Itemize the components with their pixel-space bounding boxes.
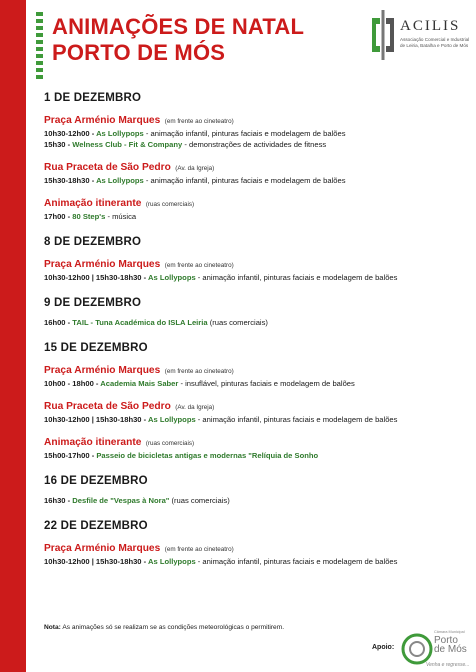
footer-note [44, 624, 284, 631]
event-performer: Welness Club - Fit & Company [72, 140, 183, 149]
event-time: 10h30-12h00 | 15h30-18h30 - [44, 557, 148, 566]
event-performer: As Lollypops [148, 415, 196, 424]
day-heading: 9 DE DEZEMBRO [44, 297, 142, 309]
logo-brand: ACILIS [400, 18, 461, 34]
event-line [44, 450, 472, 461]
event-line [44, 414, 472, 425]
location-note: (em frente ao cineteatro) [164, 118, 234, 125]
location-heading [44, 195, 472, 211]
note-text: As animações só se realizam se as condições meteorológicas o permitirem. [60, 624, 285, 631]
day-heading: 8 DE DEZEMBRO [44, 236, 142, 248]
event-description: (ruas comerciais) [169, 496, 230, 505]
location-name: Animação itinerante [44, 198, 142, 209]
event-description: - animação infantil, pinturas faciais e modelagem de balões [195, 273, 398, 282]
event-line [44, 139, 472, 150]
location-name: Rua Praceta de São Pedro [44, 162, 171, 173]
sponsor-slogan: Venha e regresse... [426, 662, 470, 668]
event-line [44, 272, 472, 283]
event-performer: Passeio de bicicletas antigas e modernas "Relíquia de Sonho [96, 451, 319, 460]
spacer [44, 150, 472, 159]
event-time: 17h00 - [44, 212, 73, 221]
day-heading: 1 DE DEZEMBRO [44, 92, 142, 104]
event-description: - insuflável, pinturas faciais e modelagem de balões [178, 379, 355, 388]
location-name: Rua Praceta de São Pedro [44, 401, 171, 412]
event-description: - animação infantil, pinturas faciais e modelagem de balões [143, 129, 346, 138]
sponsor-name-line-1: Porto [434, 635, 458, 646]
event-description: - animação infantil, pinturas faciais e modelagem de balões [143, 176, 346, 185]
location-heading [44, 398, 472, 414]
note-label: Nota: [44, 624, 61, 631]
title-line-2: PORTO DE MÓS [52, 40, 226, 65]
location-heading [44, 112, 472, 128]
event-time: 10h00 - 18h00 - [44, 379, 101, 388]
event-time: 16h30 - [44, 496, 73, 505]
location-heading [44, 159, 472, 175]
location-heading [44, 540, 472, 556]
event-performer: Desfile de "Vespas à Nora" [72, 496, 170, 505]
event-time: 15h00-17h00 - [44, 451, 97, 460]
location-note: (em frente ao cineteatro) [164, 368, 234, 375]
apoio-label: Apoio: [372, 644, 395, 651]
day-heading: 15 DE DEZEMBRO [44, 342, 148, 354]
location-name: Praça Arménio Marques [44, 259, 161, 270]
location-name: Praça Arménio Marques [44, 543, 161, 554]
location-note: (Av. da Igreja) [175, 404, 215, 411]
location-name: Praça Arménio Marques [44, 365, 161, 376]
event-line [44, 495, 472, 506]
event-line [44, 128, 472, 139]
event-performer: Academia Mais Saber [100, 379, 179, 388]
location-note: (ruas comerciais) [145, 440, 195, 447]
location-name: Animação itinerante [44, 437, 142, 448]
event-performer: TAIL - Tuna Académica do ISLA Leiria [72, 318, 208, 327]
location-heading [44, 362, 472, 378]
green-dash-decoration [36, 12, 43, 80]
day-heading: 22 DE DEZEMBRO [44, 520, 148, 532]
event-time: 16h00 - [44, 318, 73, 327]
location-name: Praça Arménio Marques [44, 115, 161, 126]
sponsor-name-line-2: de Mós [434, 644, 467, 655]
event-description: (ruas comerciais) [207, 318, 268, 327]
event-description: - demonstrações de actividades de fitness [182, 140, 327, 149]
event-performer: As Lollypops [96, 176, 144, 185]
page-title [52, 14, 304, 66]
event-time: 15h30 - [44, 140, 73, 149]
event-line [44, 211, 472, 222]
location-note: (em frente ao cineteatro) [164, 546, 234, 553]
red-side-bar [0, 0, 26, 672]
event-time: 15h30-18h30 - [44, 176, 97, 185]
acilis-logo [370, 8, 470, 64]
event-time: 10h30-12h00 - [44, 129, 97, 138]
spacer [44, 425, 472, 434]
schedule [44, 92, 472, 567]
event-description: - música [105, 212, 137, 221]
event-line [44, 317, 472, 328]
event-description: - animação infantil, pinturas faciais e modelagem de balões [195, 557, 398, 566]
day-heading: 16 DE DEZEMBRO [44, 475, 148, 487]
spacer [44, 389, 472, 398]
event-line [44, 556, 472, 567]
event-line [44, 175, 472, 186]
location-note: (em frente ao cineteatro) [164, 262, 234, 269]
spacer [44, 186, 472, 195]
event-performer: As Lollypops [148, 557, 196, 566]
event-performer: As Lollypops [148, 273, 196, 282]
event-performer: As Lollypops [96, 129, 144, 138]
acilis-mark-icon [370, 10, 396, 60]
location-note: (ruas comerciais) [145, 201, 195, 208]
porto-de-mos-logo [400, 628, 472, 670]
title-line-1: ANIMAÇÕES DE NATAL [52, 14, 305, 39]
logo-tagline: Associação Comercial e Industrial de Leiria, Batalha e Porto de Mós [400, 37, 470, 48]
location-heading [44, 256, 472, 272]
sponsor-name [434, 636, 467, 654]
event-line [44, 378, 472, 389]
event-time: 10h30-12h00 | 15h30-18h30 - [44, 273, 148, 282]
location-note: (Av. da Igreja) [175, 165, 215, 172]
location-heading [44, 434, 472, 450]
event-description: - animação infantil, pinturas faciais e modelagem de balões [195, 415, 398, 424]
sponsor-small-text: Câmara Municipal [434, 630, 465, 634]
event-time: 10h30-12h00 | 15h30-18h30 - [44, 415, 148, 424]
event-performer: 80 Step's [72, 212, 106, 221]
porto-de-mos-emblem-icon [400, 632, 434, 666]
